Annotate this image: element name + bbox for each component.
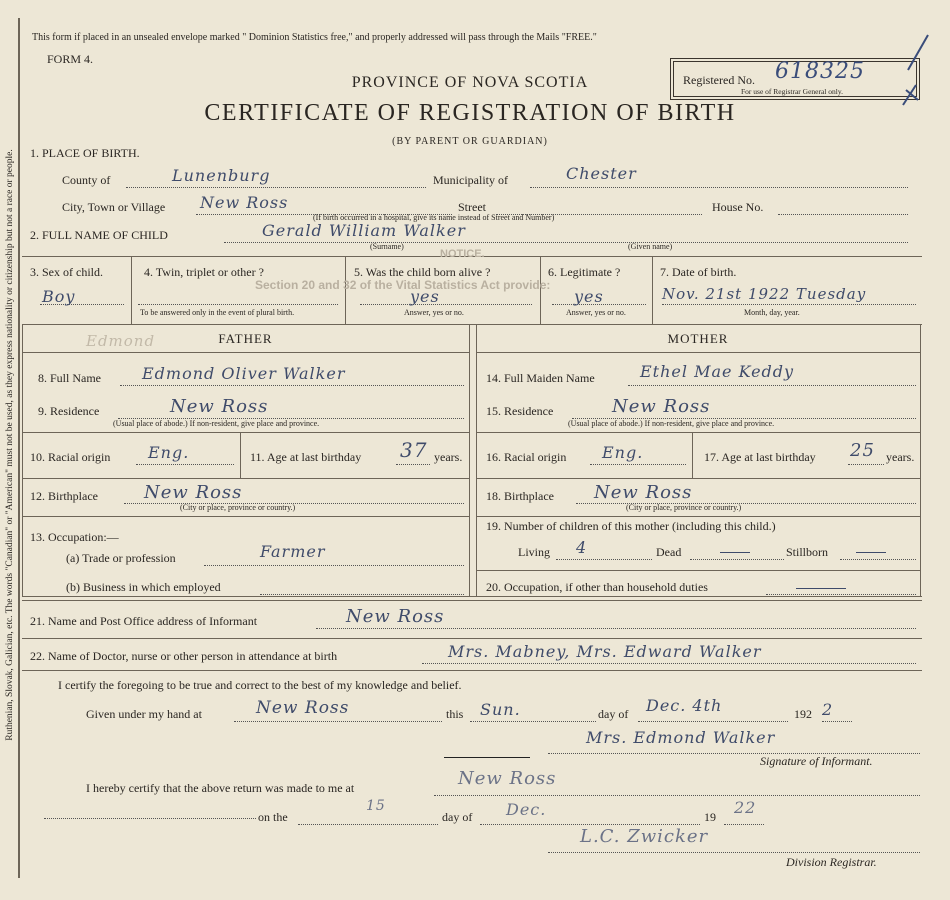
mother-bp-note: (City or place, province or country.) [626, 503, 742, 512]
registered-number: 618325 [775, 59, 865, 84]
bleed-section: Section 20 and 32 of the Vital Statistics Act provide: [255, 278, 551, 292]
certify-day-value: Dec. 4th [646, 696, 723, 715]
certify-year-label: 192 [794, 707, 812, 721]
registrar-line: I hereby certify that the above return was made to me at [86, 781, 355, 795]
mother-res-value: New Ross [612, 396, 711, 417]
legit-note: Answer, yes or no. [566, 308, 626, 317]
child-name-value: Gerald William Walker [262, 221, 466, 240]
twin-label: 4. Twin, triplet or other ? [144, 265, 264, 279]
mother-years: years. [886, 450, 915, 464]
father-bp-note: (City or place, province or country.) [180, 503, 296, 512]
registrar-place: New Ross [458, 768, 557, 789]
place-heading: 1. PLACE OF BIRTH. [30, 146, 140, 160]
given-place: New Ross [256, 698, 350, 718]
registered-box [670, 58, 920, 100]
registrar-on-label: on the [258, 810, 288, 824]
father-res-value: New Ross [170, 396, 269, 417]
county-value: Lunenburg [172, 166, 271, 185]
informant-signature: Mrs. Edmond Walker [586, 728, 776, 747]
dead-label: Dead [656, 545, 682, 559]
registrar-on-value: 15 [366, 798, 386, 814]
father-biz-label: (b) Business in which employed [66, 580, 221, 594]
registrar-label: Division Registrar. [786, 855, 877, 869]
father-years: years. [434, 450, 463, 464]
father-race-label: 10. Racial origin [30, 450, 111, 464]
registrar-day-value: Dec. [506, 800, 547, 819]
living-label: Living [518, 545, 550, 559]
city-value: New Ross [200, 193, 289, 212]
hospital-note: (If birth occurred in a hospital, give its name instead of Street and Number) [313, 213, 555, 222]
certify-year-value: 2 [822, 700, 834, 719]
certify-day-label: day of [598, 707, 629, 721]
dob-value: Nov. 21st 1922 Tuesday [662, 285, 867, 303]
mother-res-note: (Usual place of abode.) If non-resident, give place and province. [568, 419, 775, 428]
father-bp-value: New Ross [144, 482, 243, 503]
mother-res-label: 15. Residence [486, 404, 554, 418]
father-bp-label: 12. Birthplace [30, 489, 98, 503]
this-value: Sun. [480, 700, 521, 719]
father-trade-label: (a) Trade or profession [66, 551, 176, 565]
given-name-note: (Given name) [628, 242, 673, 251]
house-label: House No. [712, 200, 764, 214]
this-label: this [446, 707, 464, 721]
child-name-label: 2. FULL NAME OF CHILD [30, 228, 168, 242]
informant-label: 21. Name and Post Office address of Informant [30, 614, 258, 628]
father-heading: FATHER [218, 331, 273, 346]
municipality-value: Chester [566, 164, 637, 183]
bleed-notice: NOTICE. [440, 248, 485, 260]
given-label: Given under my hand at [86, 707, 202, 721]
father-res-note: (Usual place of abode.) If non-resident, give place and province. [113, 419, 320, 428]
legit-value: yes [574, 287, 604, 306]
mother-race-label: 16. Racial origin [486, 450, 567, 464]
side-text: Ruthenian, Slovak, Galician, etc. The words "Canadian" or "American" must not be used, as they express nationality or citizenship but not a race or people. [5, 149, 15, 741]
father-race-value: Eng. [148, 443, 190, 462]
mother-name-value: Ethel Mae Keddy [640, 362, 795, 381]
registered-note: For use of Registrar General only. [741, 87, 843, 96]
left-border [18, 18, 20, 878]
registrar-signature: L.C. Zwicker [580, 826, 709, 847]
certify-text: I certify the foregoing to be true and correct to the best of my knowledge and belief. [58, 678, 462, 692]
twin-note: To be answered only in the event of plural birth. [140, 308, 295, 317]
county-label: County of [62, 173, 111, 187]
pen-mark [888, 30, 933, 120]
certificate-subtitle: (BY PARENT OR GUARDIAN) [392, 136, 548, 147]
city-label: City, Town or Village [62, 200, 166, 214]
mother-children-label: 19. Number of children of this mother (including this child.) [486, 519, 776, 533]
mother-heading: MOTHER [667, 331, 729, 346]
registrar-day-label: day of [442, 810, 473, 824]
alive-value: yes [410, 287, 440, 306]
street-label: Street [458, 200, 486, 214]
informant-value: New Ross [346, 606, 445, 627]
father-age-label: 11. Age at last birthday [250, 450, 362, 464]
registrar-year-label: 19 [704, 810, 716, 824]
father-trade-value: Farmer [260, 542, 326, 561]
certificate-title: CERTIFICATE OF REGISTRATION OF BIRTH [204, 100, 736, 126]
dob-note: Month, day, year. [744, 308, 800, 317]
father-name-label: 8. Full Name [38, 371, 101, 385]
doctor-label: 22. Name of Doctor, nurse or other person in attendance at birth [30, 649, 338, 663]
mother-name-label: 14. Full Maiden Name [486, 371, 595, 385]
mother-bp-value: New Ross [594, 482, 693, 503]
father-name-value: Edmond Oliver Walker [142, 364, 346, 383]
alive-note: Answer, yes or no. [404, 308, 464, 317]
mother-race-value: Eng. [602, 443, 644, 462]
sex-value: Boy [42, 287, 76, 306]
mother-age-value: 25 [850, 440, 875, 461]
mother-bp-label: 18. Birthplace [486, 489, 554, 503]
form-number: FORM 4. [47, 52, 94, 66]
mother-age-label: 17. Age at last birthday [704, 450, 816, 464]
ghost-name: Edmond [86, 332, 156, 350]
legit-label: 6. Legitimate ? [548, 265, 621, 279]
dob-label: 7. Date of birth. [660, 265, 737, 279]
registered-label: Registered No. [683, 73, 755, 87]
registrar-year-value: 22 [734, 798, 757, 817]
surname-note: (Surname) [370, 242, 404, 251]
living-value: 4 [576, 538, 588, 557]
signature-label: Signature of Informant. [760, 754, 873, 768]
mother-occ-label: 20. Occupation, if other than household duties [486, 580, 708, 594]
municipality-label: Municipality of [433, 173, 508, 187]
father-age-value: 37 [400, 438, 428, 462]
province-heading: PROVINCE OF NOVA SCOTIA [351, 74, 589, 91]
sex-label: 3. Sex of child. [30, 265, 103, 279]
father-res-label: 9. Residence [38, 404, 100, 418]
doctor-value: Mrs. Mabney, Mrs. Edward Walker [448, 642, 762, 661]
stillborn-label: Stillborn [786, 545, 829, 559]
father-occ-label: 13. Occupation:— [30, 530, 119, 544]
alive-label: 5. Was the child born alive ? [354, 265, 491, 279]
top-notice: This form if placed in an unsealed envelope marked " Dominion Statistics free," and properly addressed will pass through the Mails "FREE." [32, 32, 597, 43]
